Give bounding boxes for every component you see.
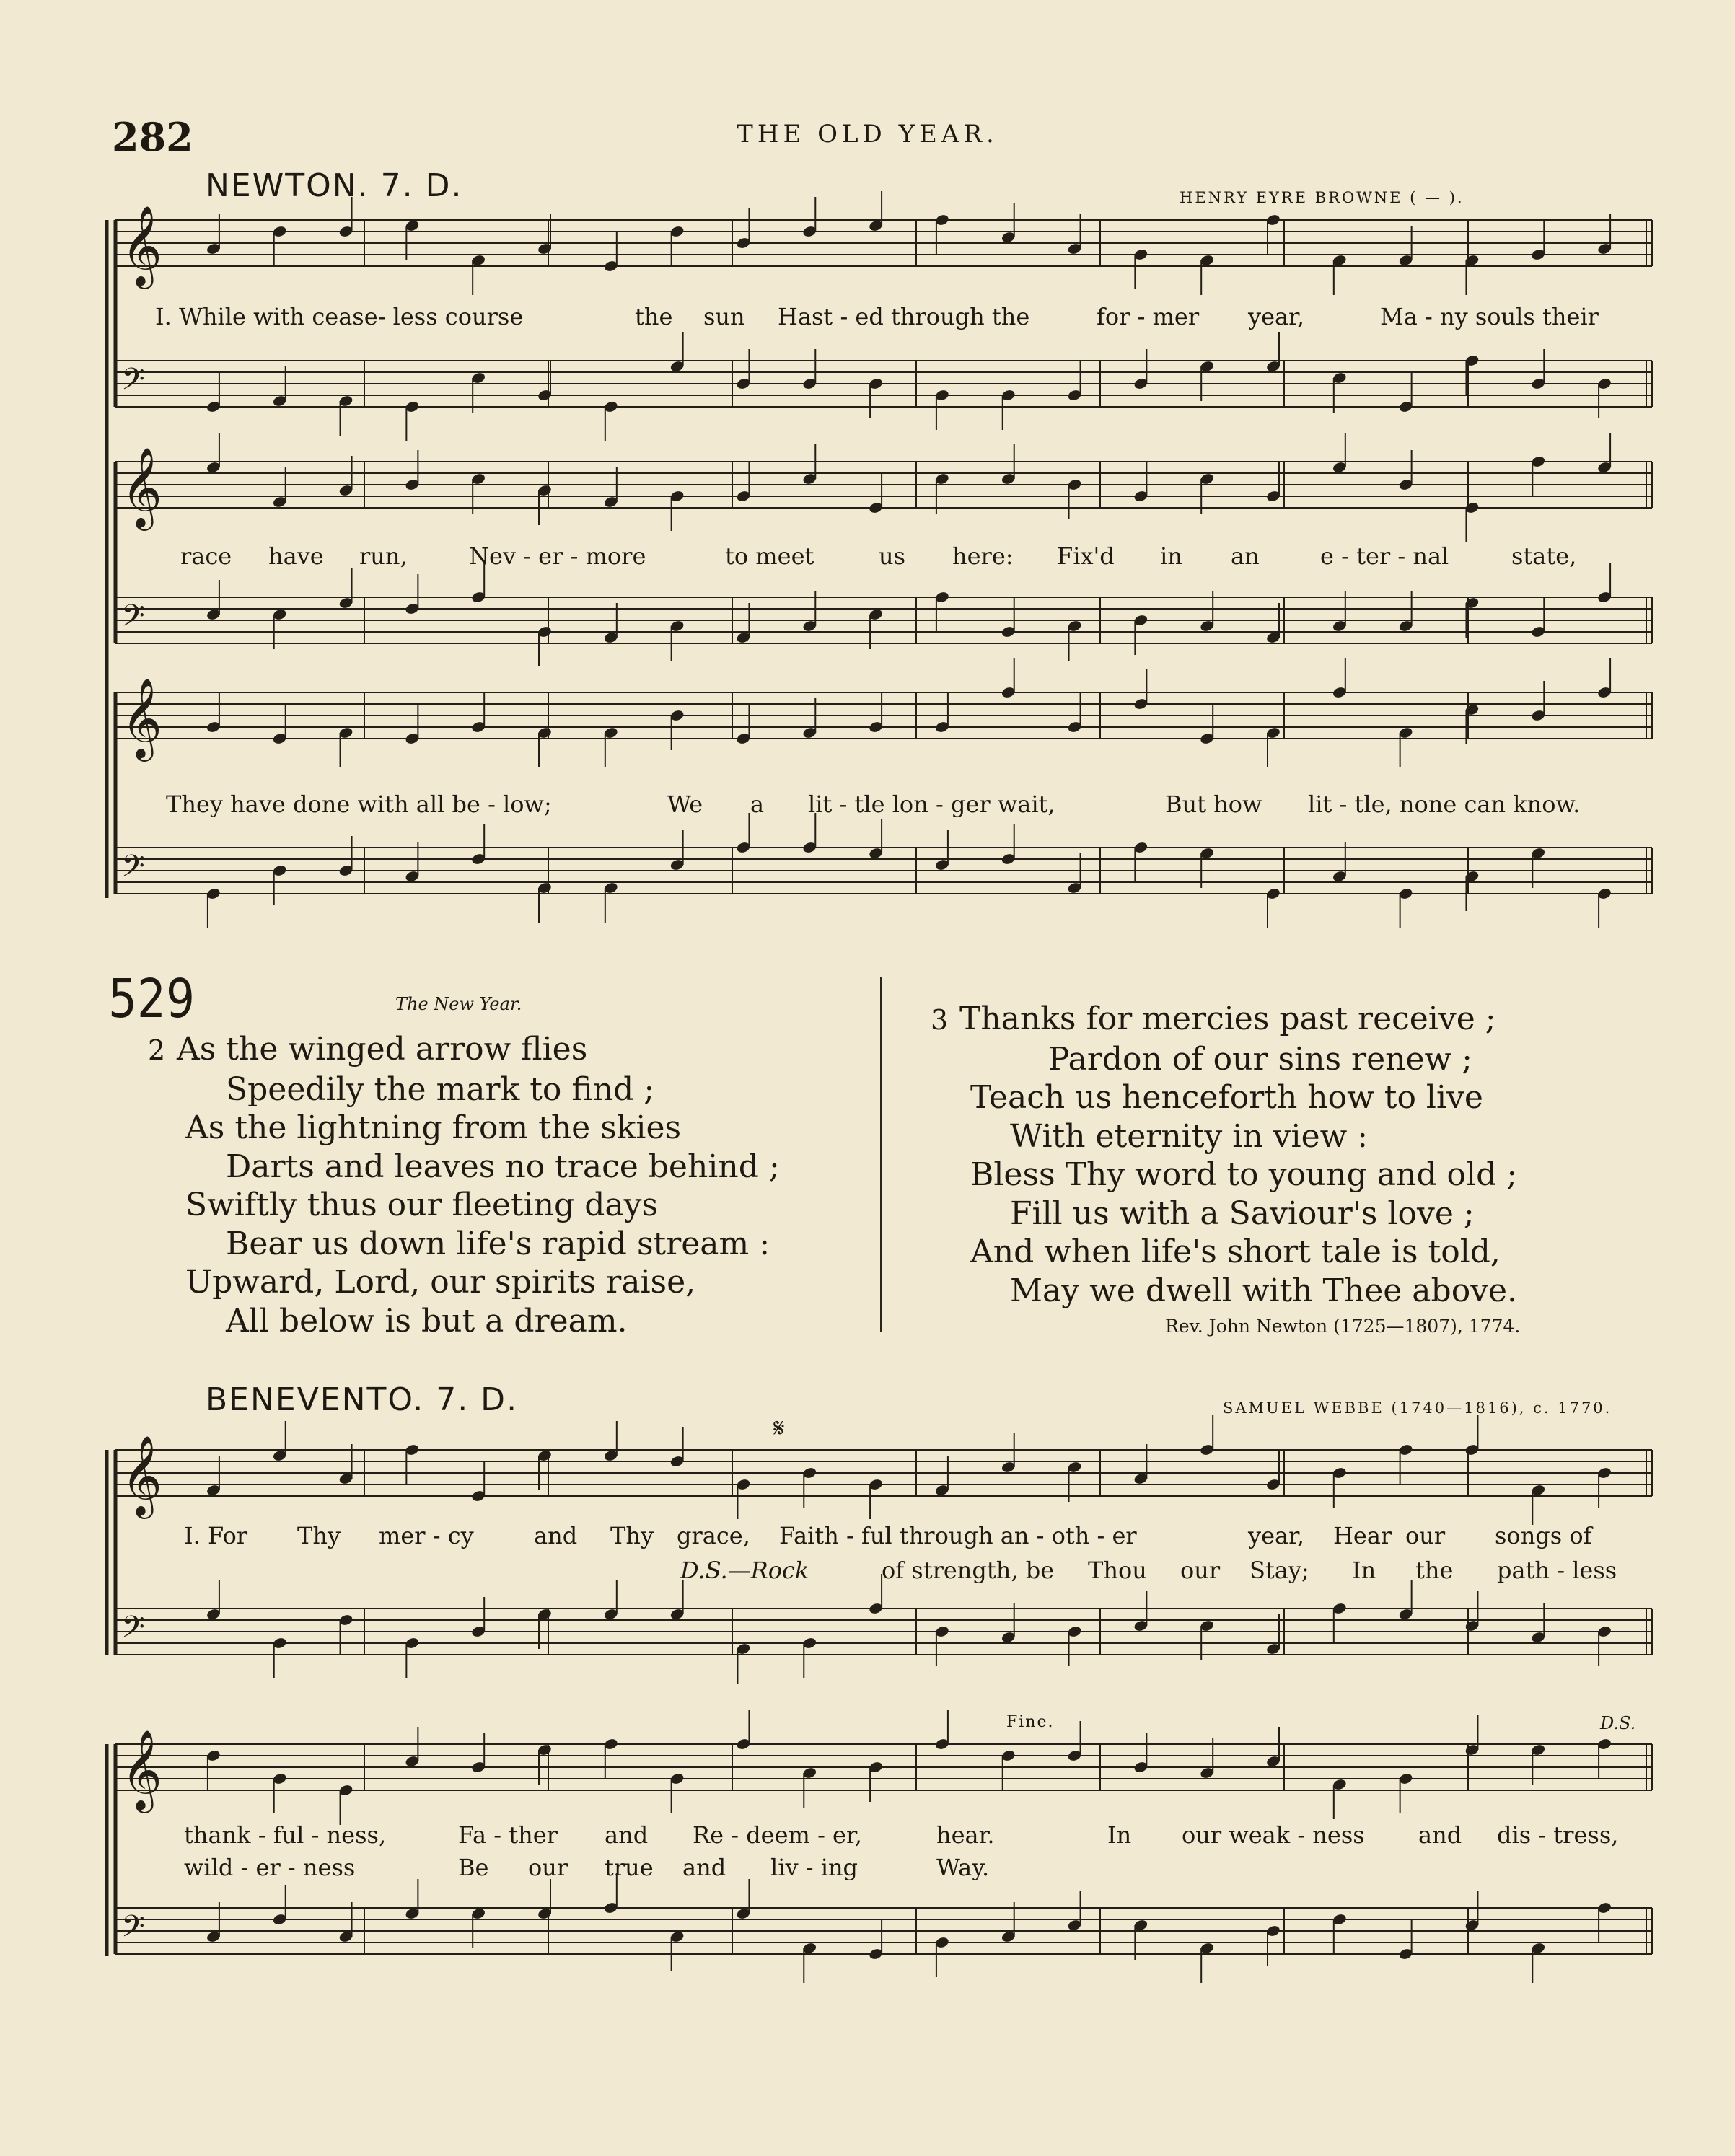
tune-name-benevento: BENEVENTO. 7. D. <box>206 1381 519 1418</box>
lyric: our weak - ness <box>1182 1821 1365 1849</box>
lyric: I. For <box>184 1522 247 1549</box>
lyric: us <box>879 542 906 570</box>
lyric: hear. <box>936 1821 995 1849</box>
verse-line: Bless Thy word to young and old ; <box>970 1156 1518 1193</box>
lyric: our <box>1405 1522 1446 1549</box>
lyric: songs of <box>1495 1522 1592 1549</box>
hymn-author: Rev. John Newton (1725—1807), 1774. <box>1165 1316 1521 1337</box>
lyric: a <box>750 791 765 818</box>
bass-clef-icon: 𝄢 <box>121 1909 145 1952</box>
lyric: e - ter - nal <box>1320 542 1449 570</box>
lyric: year, <box>1248 1522 1305 1549</box>
verse-line: As the lightning from the skies <box>185 1109 682 1146</box>
verse-line: With eternity in view : <box>1010 1117 1369 1155</box>
verse-line: As the winged arrow flies <box>177 1031 588 1068</box>
verse-line: Pardon of our sins renew ; <box>1048 1040 1472 1078</box>
verse-line: Darts and leaves no trace behind ; <box>226 1148 780 1185</box>
running-title: THE OLD YEAR. <box>737 120 998 149</box>
lyric: in <box>1160 542 1182 570</box>
ds-marker: D.S. <box>1600 1713 1636 1733</box>
lyric: Stay; <box>1249 1557 1309 1584</box>
lyric: But how <box>1165 791 1262 818</box>
bass-clef-icon: 𝄢 <box>121 361 145 405</box>
lyric: mer - cy <box>379 1522 474 1549</box>
verse-line: All below is but a dream. <box>226 1302 628 1339</box>
lyric: Be <box>458 1854 489 1881</box>
treble-clef-icon: 𝄞 <box>121 1435 162 1515</box>
lyric: run, <box>359 542 408 570</box>
lyric: path - less <box>1497 1557 1617 1584</box>
lyric: thank - ful - ness, <box>184 1821 387 1849</box>
hymn-number: 529 <box>108 968 196 1030</box>
lyric: Hast - ed through the <box>778 303 1030 330</box>
treble-clef-icon: 𝄞 <box>121 446 162 527</box>
bass-clef-icon: 𝄢 <box>121 598 145 641</box>
verse-2 <box>148 1030 780 1340</box>
verse-line: May we dwell with Thee above. <box>1010 1272 1518 1309</box>
lyric: have <box>268 542 324 570</box>
lyric: Nev - er - more <box>469 542 646 570</box>
lyric: I. While with cease- less course <box>155 303 524 330</box>
lyric: In <box>1107 1821 1132 1849</box>
treble-clef-icon: 𝄞 <box>121 1729 162 1810</box>
lyric: sun <box>703 303 745 330</box>
lyric: wild - er - ness <box>184 1854 356 1881</box>
lyric: lit - tle lon - ger wait, <box>808 791 1055 818</box>
lyric: and <box>605 1821 649 1849</box>
fine-marker: Fine. <box>1006 1713 1055 1731</box>
lyric: Thou <box>1088 1557 1147 1584</box>
lyric: Way. <box>936 1854 990 1881</box>
segno-sign: 𝄋 <box>773 1414 785 1443</box>
bass-clef-icon: 𝄢 <box>121 848 145 892</box>
lyric: and <box>1418 1821 1462 1849</box>
lyric: to meet <box>725 542 814 570</box>
page-number: 282 <box>112 114 193 160</box>
verse-number: 2 <box>148 1034 166 1066</box>
tune-name-newton: NEWTON. 7. D. <box>206 167 463 204</box>
verse-line: Teach us henceforth how to live <box>970 1079 1483 1116</box>
verse-divider <box>880 977 882 1332</box>
composer-credit-1: HENRY EYRE BROWNE ( — ). <box>1180 189 1464 206</box>
hymn-title: The New Year. <box>395 994 522 1014</box>
lyric: dis - tress, <box>1497 1821 1619 1849</box>
lyric: Hear <box>1333 1522 1392 1549</box>
lyric: Faith - ful through an - oth - er <box>779 1522 1137 1549</box>
lyric: here: <box>952 542 1014 570</box>
lyric: the <box>635 303 673 330</box>
lyric: liv - ing <box>770 1854 858 1881</box>
lyric: Re - deem - er, <box>693 1821 862 1849</box>
lyric: state, <box>1511 542 1577 570</box>
lyric: for - mer <box>1097 303 1200 330</box>
treble-clef-icon: 𝄞 <box>121 205 162 286</box>
composer-credit-2: SAMUEL WEBBE (1740—1816), c. 1770. <box>1223 1399 1612 1417</box>
verse-line: Thanks for mercies past receive ; <box>959 1000 1496 1037</box>
verse-number: 3 <box>931 1004 949 1036</box>
verse-line: Bear us down life's rapid stream : <box>226 1225 770 1262</box>
verse-line: Swiftly thus our fleeting days <box>185 1187 659 1223</box>
lyric: D.S.—Rock <box>680 1557 809 1584</box>
verse-3 <box>931 1000 1517 1310</box>
lyric: true <box>605 1854 654 1881</box>
lyric: Ma - ny souls their <box>1380 303 1599 330</box>
lyric: race <box>180 542 232 570</box>
lyric: We <box>667 791 703 818</box>
lyric: year, <box>1248 303 1305 330</box>
lyric: They have done with all be - low; <box>166 791 552 818</box>
lyric: lit - tle, none can know. <box>1308 791 1581 818</box>
lyric: Thy <box>297 1522 341 1549</box>
verse-line: Fill us with a Saviour's love ; <box>1010 1194 1475 1232</box>
lyric: grace, <box>677 1522 750 1549</box>
bass-clef-icon: 𝄢 <box>121 1609 145 1653</box>
verse-line: And when life's short tale is told, <box>970 1233 1501 1270</box>
lyric: Thy <box>610 1522 654 1549</box>
verse-line: Speedily the mark to find ; <box>226 1070 655 1108</box>
lyric: Fix'd <box>1057 542 1115 570</box>
lyric: In <box>1352 1557 1376 1584</box>
lyric: Fa - ther <box>458 1821 558 1849</box>
lyric: our <box>1180 1557 1221 1584</box>
lyric: and <box>534 1522 578 1549</box>
lyric: and <box>682 1854 726 1881</box>
lyric: of strength, be <box>882 1557 1055 1584</box>
lyric: an <box>1231 542 1260 570</box>
lyric: our <box>528 1854 568 1881</box>
verse-line: Upward, Lord, our spirits raise, <box>185 1264 696 1301</box>
lyric: the <box>1415 1557 1454 1584</box>
treble-clef-icon: 𝄞 <box>121 677 162 758</box>
